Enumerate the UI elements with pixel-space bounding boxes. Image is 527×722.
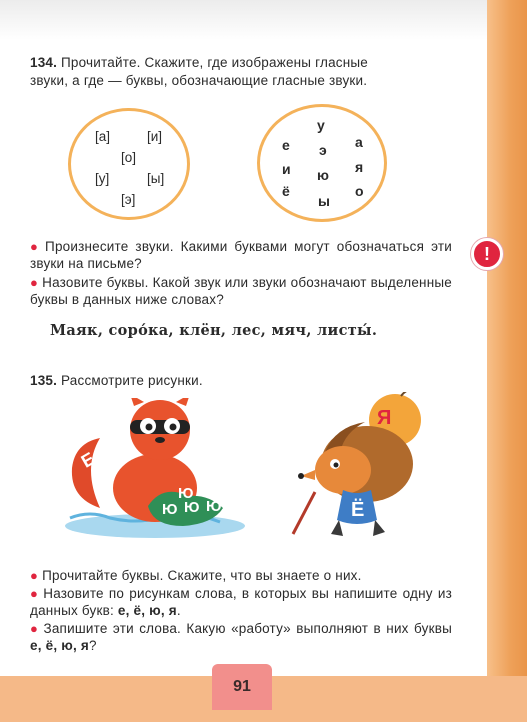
bullet-pronounce-text: Произнесите звуки. Какими буквами могут обозначаться эти звуки на письме?: [30, 239, 452, 271]
rock-letter: Ю: [162, 501, 178, 518]
bullet-name-letters: [30, 274, 452, 308]
rock-letter: Ю: [178, 485, 194, 502]
exercise-134-number: 134.: [30, 55, 58, 70]
walking-stick: [293, 492, 315, 534]
sound-o: [о]: [121, 150, 137, 165]
hedgehog-face: [315, 446, 371, 494]
sound-e: [э]: [121, 192, 136, 207]
bullet-read-letters: [30, 567, 452, 584]
bullet-dot-icon: ●: [30, 568, 39, 583]
bullet-name-words: [30, 585, 452, 619]
sound-i: [и]: [147, 129, 163, 144]
bold-letters: е, ё, ю, я: [30, 638, 89, 653]
exercise-135-header: [30, 372, 203, 390]
apple-letter: Я: [377, 407, 392, 429]
rock-letter: Ю: [206, 498, 222, 515]
exercise-135-text: Рассмотрите рисунки.: [61, 373, 203, 388]
letter-y: ы: [318, 193, 330, 209]
bold-letters: е, ё, ю, я: [117, 603, 177, 618]
rock-letter: Ю: [196, 481, 212, 498]
letter-i: и: [282, 161, 291, 177]
bullet-name-words-text: Назовите по рисункам слова, в которых вы напишите одну из данных букв:: [30, 586, 452, 618]
bullet-dot-icon: ●: [30, 621, 40, 636]
bullet-name-letters-text: Назовите буквы. Какой звук или звуки обозначают выделенные буквы в данных ниже словах?: [30, 275, 452, 307]
sound-a: [а]: [95, 129, 111, 144]
letter-yo: ё: [282, 183, 290, 199]
letters-circle: [257, 104, 387, 222]
bullet-dot-icon: ●: [30, 239, 42, 254]
hedgehog-illustration: [285, 392, 435, 542]
page-number: 91: [212, 664, 272, 710]
letter-a: а: [355, 134, 363, 150]
punctuation: .: [176, 603, 181, 618]
sounds-circle: [68, 108, 190, 220]
punctuation: ?: [88, 638, 97, 653]
attention-icon: !: [471, 238, 503, 270]
exercise-134-line2: звуки, а где — буквы, обозначающие гласные звуки.: [30, 73, 368, 88]
exercise-134-line1: Прочитайте. Скажите, где изображены гласные: [61, 55, 368, 70]
side-band: [487, 0, 527, 722]
letter-e: э: [319, 142, 327, 158]
sound-u: [у]: [95, 171, 110, 186]
bullet-dot-icon: ●: [30, 586, 40, 601]
exercise-134-header: [30, 54, 368, 72]
bullet-pronounce: [30, 238, 452, 272]
bullet-write-words: [30, 620, 452, 654]
shirt-letter: Ё: [351, 499, 365, 521]
letter-yu: ю: [317, 167, 329, 183]
letter-u: у: [317, 117, 325, 133]
letter-ya: я: [355, 159, 364, 175]
letter-o: о: [355, 183, 364, 199]
tail-letter: Е: [77, 448, 99, 472]
rock-letter: Ю: [184, 499, 200, 516]
raccoon-illustration: [60, 398, 255, 548]
letter-ye: е: [282, 137, 290, 153]
sound-y: [ы]: [147, 171, 165, 186]
bullet-read-letters-text: Прочитайте буквы. Скажите, что вы знаете о них.: [42, 568, 362, 583]
example-words: Маяк, соро́ка, клён, лес, мяч, листы́.: [50, 322, 378, 339]
raccoon-tail: [72, 438, 100, 508]
bullet-write-words-text: Запишите эти слова. Какую «работу» выполняют в них буквы: [43, 621, 452, 636]
bullet-dot-icon: ●: [30, 275, 39, 290]
page-top-shade: [0, 0, 487, 40]
exercise-135-number: 135.: [30, 373, 58, 388]
